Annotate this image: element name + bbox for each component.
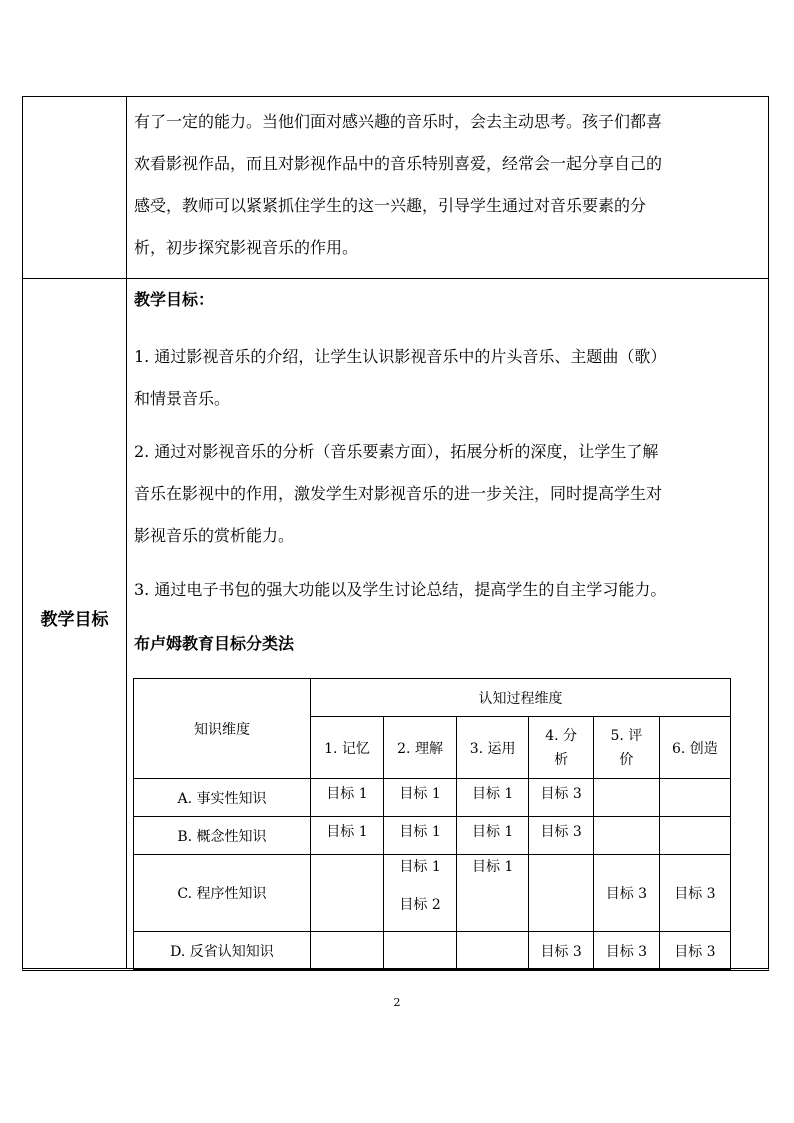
column-header-label: 5. 评价 [610,727,643,768]
column-header: 1. 记忆 [310,717,383,779]
student-analysis-text [134,101,764,269]
table-cell: 目标 3 [659,932,730,970]
lesson-plan-table [22,96,769,971]
row-header: B. 概念性知识 [134,817,311,855]
text-line: 感受，教师可以紧紧抓住学生的这一兴趣，引导学生通过对音乐要素的分 [134,196,647,215]
table-cell [384,932,457,970]
table-cell: 目标 3 [529,817,594,855]
table-cell: 目标 3 [594,855,660,932]
goal-item-3: 3. 通过电子书包的强大功能以及学生讨论总结，提高学生的自主学习能力。 [134,580,667,599]
bloom-taxonomy-table [133,678,731,970]
column-header: 6. 创造 [659,717,730,779]
column-header [594,717,660,779]
table-cell [384,855,457,932]
column-header: 2. 理解 [384,717,457,779]
cell-line: 目标 2 [399,897,441,913]
text-line: 2. 通过对影视音乐的分析（音乐要素方面），拓展分析的深度，让学生了解 [134,442,659,461]
text-line: 析，初步探究影视音乐的作用。 [134,238,359,257]
table-cell: 目标 1 [457,817,529,855]
cell-line: 目标 1 [399,859,441,875]
column-divider [126,97,127,968]
row-header: A. 事实性知识 [134,779,311,817]
row-divider [23,278,768,279]
cell-line: 目标 1 [471,859,514,875]
table-cell: 目标 1 [384,817,457,855]
table-cell: 目标 3 [529,932,594,970]
table-cell [310,855,383,932]
table-row [134,779,731,817]
table-cell [529,855,594,932]
cognitive-process-header: 认知过程维度 [310,679,730,717]
table-cell [659,779,730,817]
table-cell: 目标 3 [594,932,660,970]
table-cell: 目标 1 [310,817,383,855]
knowledge-dimension-header: 知识维度 [134,679,311,779]
bloom-title: 布卢姆教育目标分类法 [134,634,295,653]
table-cell: 目标 3 [659,855,730,932]
text-line: 欢看影视作品，而且对影视作品中的音乐特别喜爱，经常会一起分享自己的 [134,154,663,173]
table-cell: 目标 3 [529,779,594,817]
table-cell: 目标 1 [310,779,383,817]
text-line: 有了一定的能力。当他们面对感兴趣的音乐时，会去主动思考。孩子们都喜 [134,112,663,131]
table-cell [659,817,730,855]
goals-heading: 教学目标： [134,290,215,309]
page-number: 2 [393,996,401,1009]
goal-item-1 [134,336,770,420]
text-line: 影视音乐的赏析能力。 [134,526,295,545]
table-cell [457,932,529,970]
table-cell [457,855,529,932]
table-cell: 目标 1 [457,779,529,817]
table-cell [594,779,660,817]
row-label-teaching-goals: 教学目标 [40,610,109,630]
text-line: 和情景音乐。 [134,389,231,408]
table-row [134,932,731,970]
text-line: 1. 通过影视音乐的介绍，让学生认识影视音乐中的片头音乐、主题曲（歌） [134,347,667,366]
table-cell [594,817,660,855]
row-header: C. 程序性知识 [134,855,311,932]
row-header: D. 反省认知知识 [134,932,311,970]
column-header-label: 4. 分析 [545,727,578,768]
table-cell [310,932,383,970]
goal-item-2 [134,431,770,557]
column-header [529,717,594,779]
table-row [134,855,731,932]
column-header: 3. 运用 [457,717,529,779]
table-row [134,817,731,855]
table-cell: 目标 1 [384,779,457,817]
text-line: 音乐在影视中的作用，激发学生对影视音乐的进一步关注，同时提高学生对 [134,484,663,503]
